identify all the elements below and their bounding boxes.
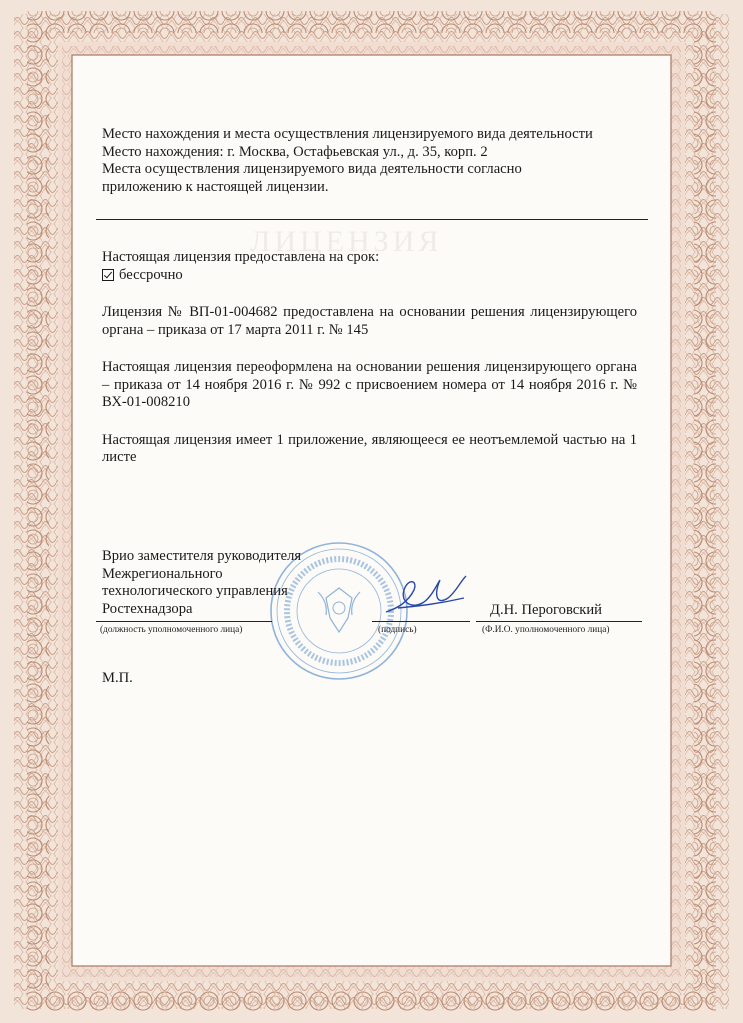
name-rule (476, 621, 642, 622)
signature-rule (372, 621, 470, 622)
reissued-paragraph: Настоящая лицензия переоформлена на основании решения лицензирующего органа – приказа от 14 ноября 2016 г. № 992 с присвоением номера от 14 ноября 2016 г. № ВХ-01-008210 (102, 359, 637, 410)
signatory-line-2: Межрегионального (102, 565, 223, 582)
caption-signature: (подпись) (378, 625, 417, 635)
checked-box-icon (102, 269, 114, 281)
position-rule (96, 621, 272, 622)
granted-paragraph: Лицензия № ВП-01-004682 предоставлена на основании решения лицензирующего органа – приказа от 17 марта 2011 г. № 145 (102, 304, 637, 338)
watermark: ЛИЦЕНЗИЯ (250, 225, 443, 258)
section-divider (96, 219, 648, 220)
caption-name: (Ф.И.О. уполномоченного лица) (482, 625, 610, 635)
signatory-line-4: Ростехнадзора (102, 600, 193, 617)
signatory-line-1: Врио заместителя руководителя (102, 548, 302, 564)
signatory-line-3: технологического управления (102, 583, 288, 599)
places-line-2: приложению к настоящей лицензии. (102, 178, 329, 195)
term-option-label: бессрочно (119, 266, 183, 283)
address-line: Место нахождения: г. Москва, Остафьевская ул., д. 35, корп. 2 (102, 143, 488, 160)
places-line-1: Места осуществления лицензируемого вида деятельности согласно (102, 161, 522, 177)
term-heading: Настоящая лицензия предоставлена на срок: (102, 249, 380, 265)
signatory-name: Д.Н. Пероговский (490, 602, 602, 618)
term-option (102, 267, 637, 285)
main-text (102, 126, 637, 467)
appendix-paragraph: Настоящая лицензия имеет 1 приложение, являющееся ее неотъемлемой частью на 1 листе (102, 431, 637, 465)
caption-position: (должность уполномоченного лица) (100, 625, 243, 635)
location-heading: Место нахождения и места осуществления лицензируемого вида деятельности (102, 126, 593, 142)
seal-mark: М.П. (102, 670, 133, 686)
